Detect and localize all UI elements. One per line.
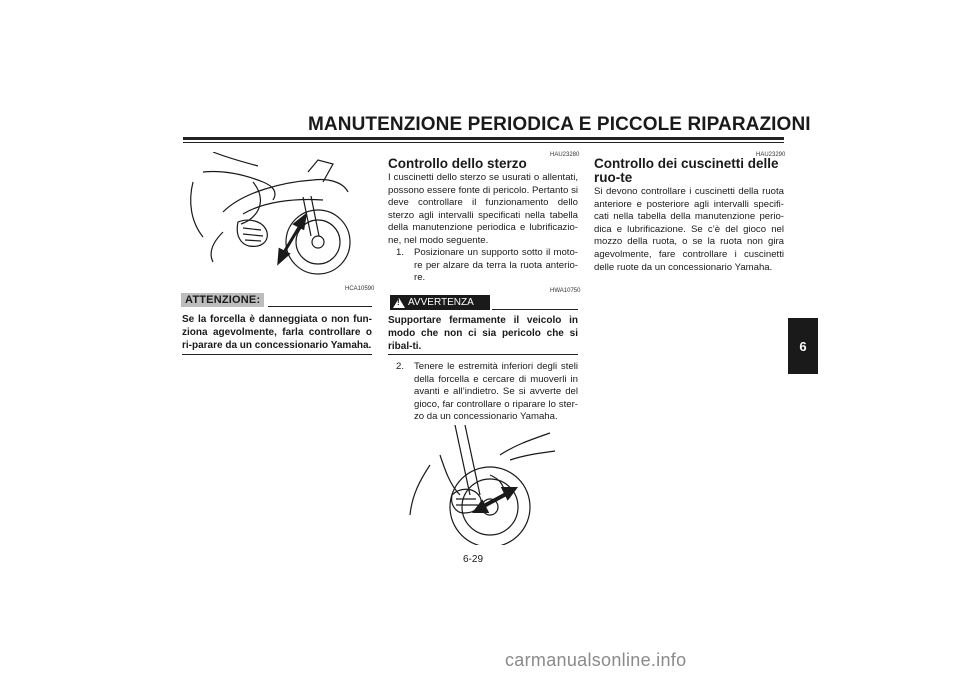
section-code-steering: HAU23280 [550, 152, 580, 158]
watermark-text: carmanualsonline.info [505, 650, 687, 670]
warning-label: AVVERTENZA [408, 297, 474, 308]
steering-check-illustration [400, 425, 560, 545]
figure-code: HCA10590 [345, 286, 375, 292]
wheel-bearings-text: Si devono controllare i cuscinetti della ruota anteriore e posteriore agli intervalli specifi-cati nella tabella della manutenzione perio-dica e lubrificazione. Se c’è del gioco nel mozzo della ruota, o se la ruota non gira agevolmente, fare controllare i cuscinetti delle ruote da un concessionario Yamaha. [594, 186, 784, 273]
header-rule-thin [183, 142, 784, 143]
attention-rule [268, 306, 372, 307]
page-number: 6-29 [463, 554, 484, 565]
warning-code: HWA10750 [550, 288, 581, 294]
steering-intro: I cuscinetti dello sterzo se usurati o allentati, possono essere fonte di pericolo. Pertanto si deve controllare il funzionamento dello sterzo agli intervalli specificati nella tabella della manutenzione periodica e lubrificazio-ne, nel modo seguente. [388, 172, 578, 246]
step-text: Tenere le estremità inferiori degli steli della forcella e cercare di muoverli in avanti e all’indietro. Se si avverte del gioco, far controllare o riparare lo ster-zo da un concessionario Yamaha. [414, 361, 578, 423]
warning-triangle-icon [393, 298, 405, 308]
section-title-wheel-bearings: Controllo dei cuscinetti delle ruo-te [594, 156, 779, 185]
fork-check-illustration [183, 152, 373, 280]
section-code-wheel-bearings: HAU23290 [756, 152, 786, 158]
steering-step-1 [396, 247, 578, 285]
step-text: Posizionare un supporto sotto il moto-re per alzare da terra la ruota anterio-re. [414, 247, 578, 284]
chapter-tab: 6 [788, 318, 818, 374]
step-number: 1. [396, 247, 405, 258]
page-header-title: MANUTENZIONE PERIODICA E PICCOLE RIPARAZIONI [308, 114, 811, 135]
attention-text: Se la forcella è danneggiata o non fun-ziona agevolmente, farla controllare o ri-parare da un concessionario Yamaha. [182, 314, 372, 351]
attention-label: ATTENZIONE: [181, 293, 264, 307]
warning-rule [492, 309, 578, 310]
step-number: 2. [396, 361, 405, 372]
warning-text: Supportare fermamente il veicolo in modo che non ci sia pericolo che si ribal-ti. [388, 315, 578, 352]
steering-step-2 [396, 361, 578, 424]
attention-end-rule [182, 354, 372, 355]
warning-badge [390, 295, 490, 310]
warning-end-rule [388, 354, 578, 355]
header-rule-thick [183, 137, 784, 140]
section-title-steering: Controllo dello sterzo [388, 156, 527, 171]
